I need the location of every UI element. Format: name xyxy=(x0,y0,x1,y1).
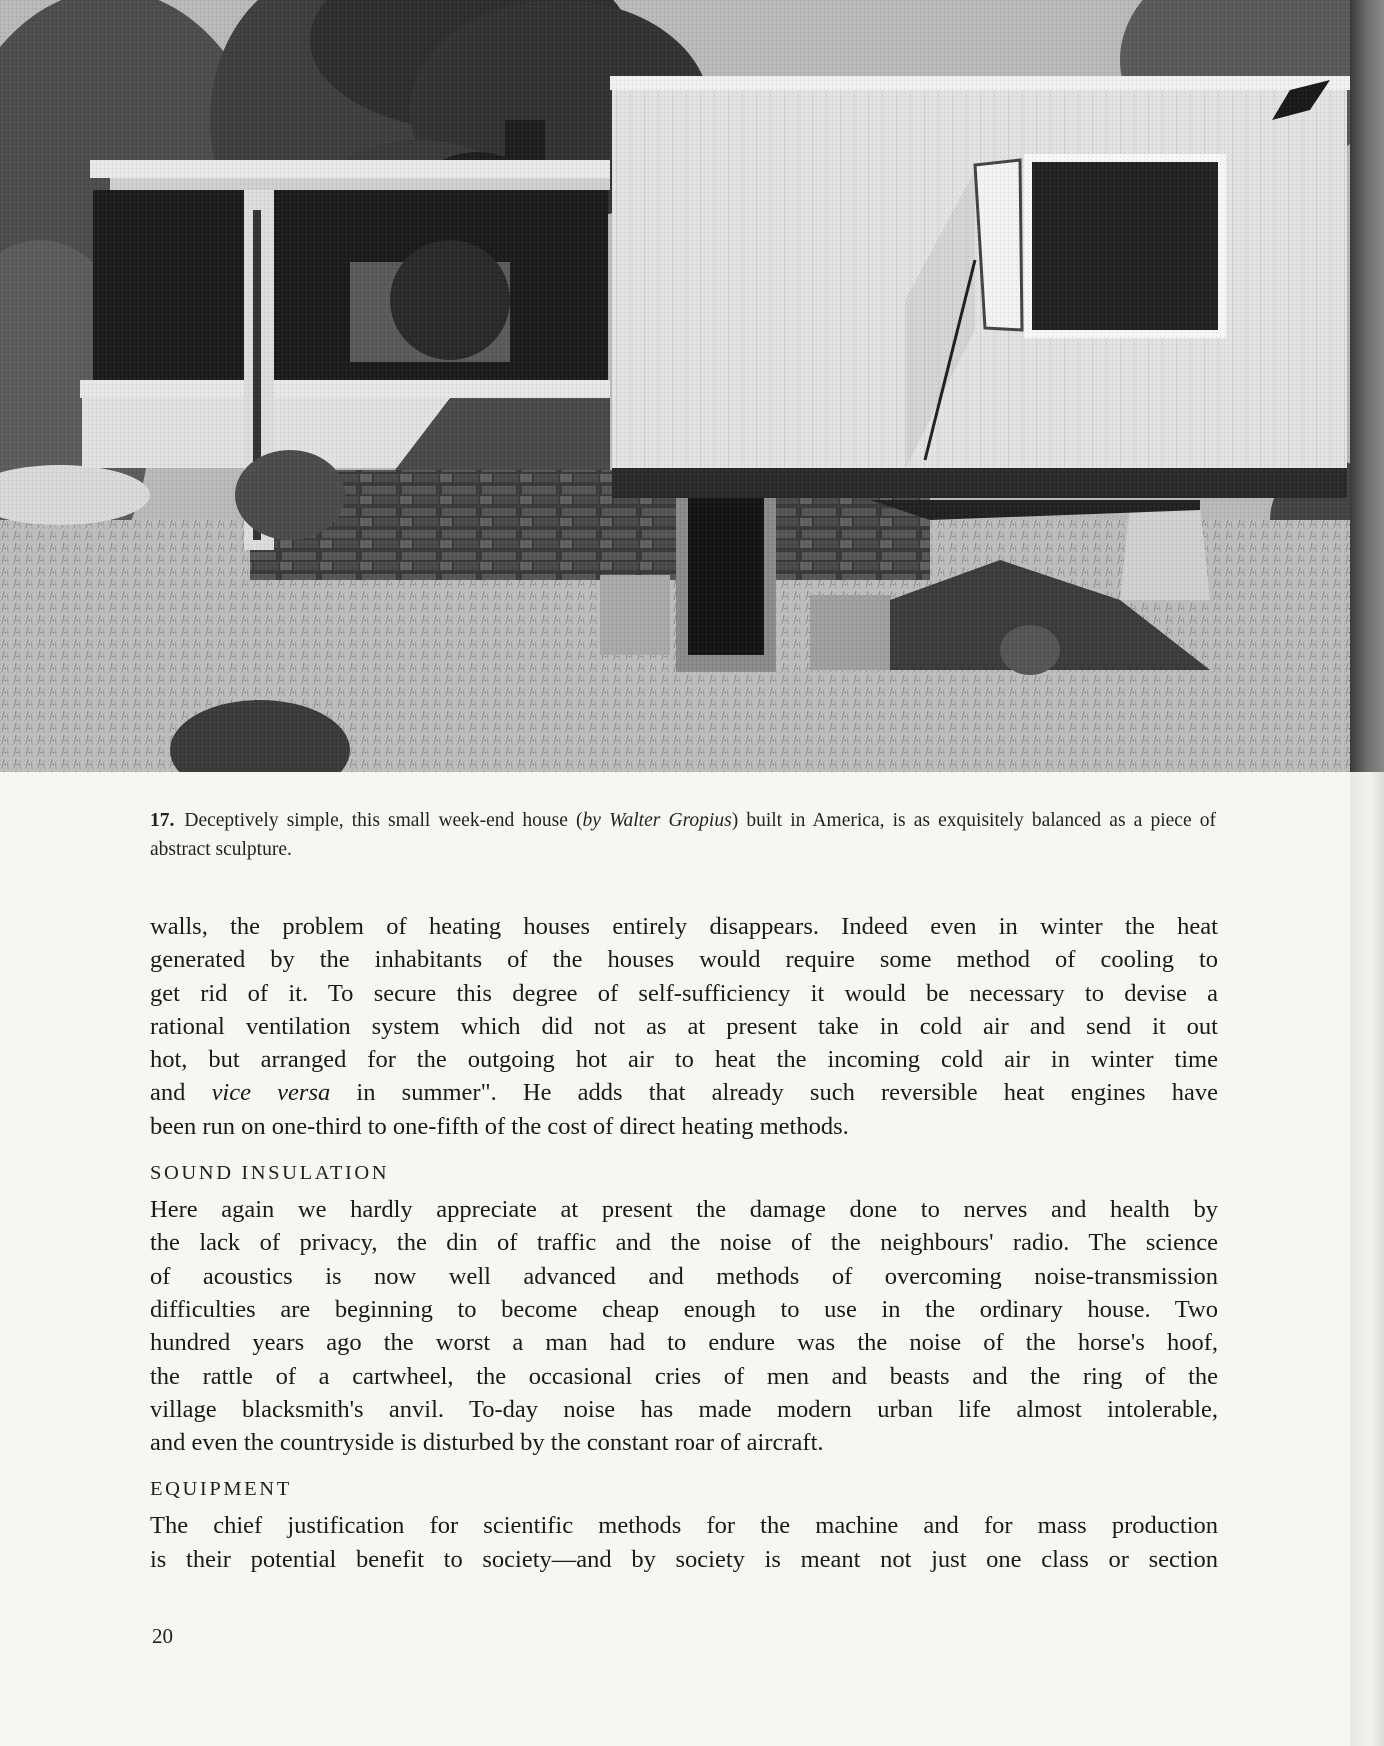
facing-page-edge xyxy=(1350,0,1384,772)
text-line: The chief justification for scientific methods for the machine and for mass production xyxy=(150,1512,1218,1540)
text-line: the rattle of a cartwheel, the occasional cries of men and beasts and the ring of the xyxy=(150,1362,1218,1390)
paragraph-heating xyxy=(150,910,1218,1143)
text-line: of acoustics is now well advanced and methods of overcoming noise-transmission xyxy=(150,1262,1218,1290)
section-heading-equipment: EQUIPMENT xyxy=(150,1478,292,1501)
text-line: difficulties are beginning to become cheap enough to use in the ordinary house. Two xyxy=(150,1295,1218,1323)
house-photograph xyxy=(0,0,1384,772)
text-line: and even the countryside is disturbed by the constant roar of aircraft. xyxy=(150,1429,824,1457)
text-fragment: and xyxy=(150,1079,212,1107)
text-line: is their potential benefit to society—and by society is meant not just one class or section xyxy=(150,1545,1218,1573)
page-number: 20 xyxy=(152,1624,173,1648)
text-line: walls, the problem of heating houses entirely disappears. Indeed even in winter the heat xyxy=(150,913,1218,940)
caption-text-2: ) built in America, is as exquisitely balanced as a piece of abstract sculpture. xyxy=(150,810,1216,860)
italic-phrase: vice versa xyxy=(211,1079,331,1107)
text-fragment: in summer". He adds that already such reversible heat engines have xyxy=(330,1079,1219,1107)
section-heading-sound-insulation: SOUND INSULATION xyxy=(150,1162,390,1185)
caption-text-1: Deceptively simple, this small week-end house ( xyxy=(184,810,583,831)
text-line: village blacksmith's anvil. To-day noise has made modern urban life almost intolerable, xyxy=(150,1395,1218,1423)
caption-credit: by Walter Gropius xyxy=(582,810,732,831)
photo-caption xyxy=(150,806,1216,864)
paragraph-sound-insulation xyxy=(150,1193,1218,1459)
text-line: the lack of privacy, the din of traffic and the noise of the neighbours' radio. The science xyxy=(150,1229,1218,1257)
figure-number: 17. xyxy=(150,810,175,831)
text-line: been run on one-third to one-fifth of the cost of direct heating methods. xyxy=(150,1112,849,1140)
text-line: hundred years ago the worst a man had to endure was the noise of the horse's hoof, xyxy=(150,1329,1218,1357)
body-text xyxy=(150,910,1218,1576)
text-line: get rid of it. To secure this degree of self-sufficiency it would be necessary to devise a xyxy=(150,979,1218,1007)
text-line: generated by the inhabitants of the houses would require some method of cooling to xyxy=(150,946,1218,974)
paragraph-equipment xyxy=(150,1509,1218,1576)
house-photo-drawing xyxy=(0,0,1384,772)
text-line: rational ventilation system which did not as at present take in cold air and send it out xyxy=(150,1012,1218,1040)
text-line: hot, but arranged for the outgoing hot air to heat the incoming cold air in winter time xyxy=(150,1046,1218,1074)
text-line: Here again we hardly appreciate at present the damage done to nerves and health by xyxy=(150,1196,1218,1224)
text-line xyxy=(150,1076,1218,1109)
